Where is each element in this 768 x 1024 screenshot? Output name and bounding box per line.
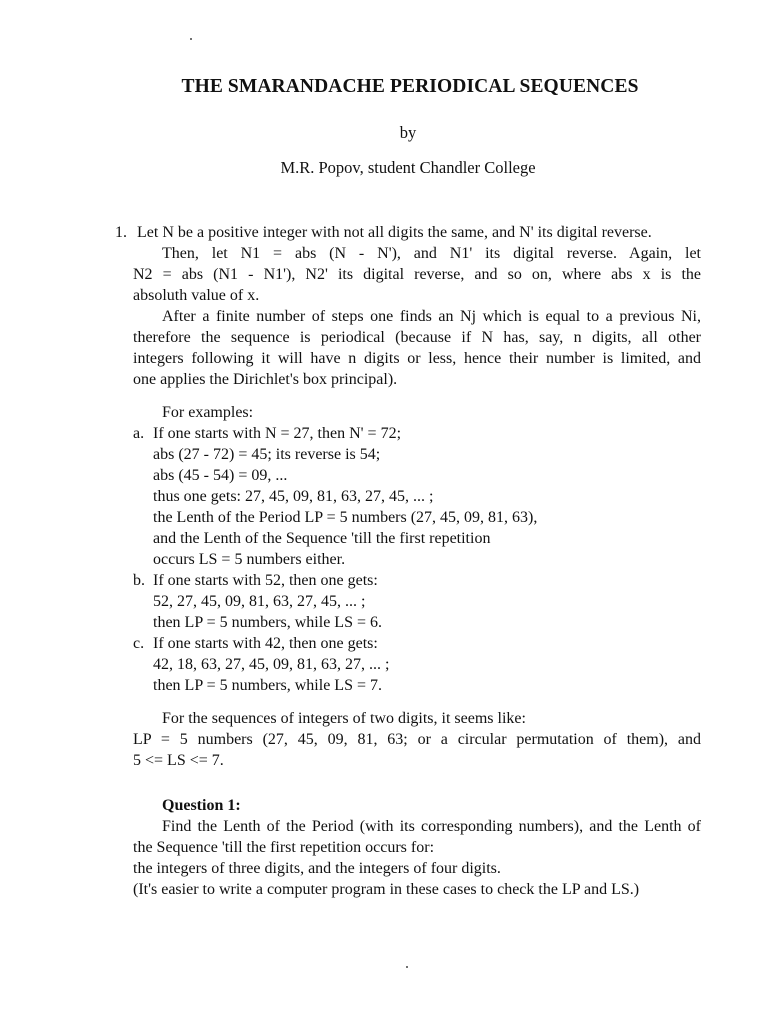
example-b-marker: b.	[133, 572, 145, 589]
paragraph-line: the Sequence 'till the first repetition occurs for:	[133, 839, 435, 856]
paper-title: THE SMARANDACHE PERIODICAL SEQUENCES	[181, 76, 639, 97]
scan-speck	[190, 38, 192, 40]
example-line: then LP = 5 numbers, while LS = 7.	[153, 677, 382, 694]
paragraph-line: absoluth value of x.	[133, 287, 260, 304]
example-line: If one starts with 52, then one gets:	[153, 572, 378, 589]
examples-intro: For examples:	[162, 404, 254, 421]
paragraph-line: one applies the Dirichlet's box principal).	[133, 371, 398, 388]
section1-paragraph-2	[133, 306, 701, 390]
paragraph-line: 5 <= LS <= 7.	[133, 752, 224, 769]
paragraph-line: After a finite number of steps one finds an Nj which is equal to a previous Ni,	[162, 308, 701, 325]
two-digit-paragraph	[133, 708, 701, 771]
paragraph-line: integers following it will have n digits or less, hence their number is limited, and	[133, 350, 701, 367]
paragraph-line: LP = 5 numbers (27, 45, 09, 81, 63; or a circular permutation of them), and	[133, 731, 701, 748]
paragraph-line: Find the Lenth of the Period (with its corresponding numbers), and the Lenth of	[162, 818, 701, 835]
example-b	[153, 570, 382, 633]
example-line: thus one gets: 27, 45, 09, 81, 63, 27, 45, ... ;	[153, 488, 434, 505]
scan-speck	[406, 966, 408, 968]
byline: by	[399, 123, 417, 142]
example-line: If one starts with 42, then one gets:	[153, 635, 378, 652]
example-a	[153, 423, 537, 570]
example-line: the Lenth of the Period LP = 5 numbers (27, 45, 09, 81, 63),	[153, 509, 538, 526]
example-line: 52, 27, 45, 09, 81, 63, 27, 45, ... ;	[153, 593, 366, 610]
paragraph-line: Then, let N1 = abs (N - N'), and N1' its digital reverse. Again, let	[162, 245, 701, 262]
paragraph-line: N2 = abs (N1 - N1'), N2' its digital reverse, and so on, where abs x is the	[133, 266, 701, 283]
example-c	[153, 633, 389, 696]
paragraph-line: the integers of three digits, and the integers of four digits.	[133, 860, 501, 877]
example-line: abs (45 - 54) = 09, ...	[153, 467, 288, 484]
example-line: occurs LS = 5 numbers either.	[153, 551, 346, 568]
paragraph-line: therefore the sequence is periodical (because if N has, say, n digits, all other	[133, 329, 701, 346]
example-a-marker: a.	[133, 425, 145, 442]
section-number: 1.	[115, 224, 127, 241]
example-line: 42, 18, 63, 27, 45, 09, 81, 63, 27, ... ;	[153, 656, 390, 673]
example-line: then LP = 5 numbers, while LS = 6.	[153, 614, 382, 631]
section1-first-line: Let N be a positive integer with not all digits the same, and N' its digital reverse.	[137, 224, 652, 241]
author-line: M.R. Popov, student Chandler College	[280, 158, 536, 177]
question-paragraph	[133, 816, 701, 900]
paragraph-line: (It's easier to write a computer program in these cases to check the LP and LS.)	[133, 881, 640, 898]
example-line: abs (27 - 72) = 45; its reverse is 54;	[153, 446, 381, 463]
example-c-marker: c.	[133, 635, 145, 652]
example-line: If one starts with N = 27, then N' = 72;	[153, 425, 402, 442]
section1-paragraph-1	[133, 243, 701, 306]
paragraph-line: For the sequences of integers of two digits, it seems like:	[162, 710, 526, 727]
example-line: and the Lenth of the Sequence 'till the first repetition	[153, 530, 491, 547]
question-heading: Question 1:	[162, 797, 241, 814]
